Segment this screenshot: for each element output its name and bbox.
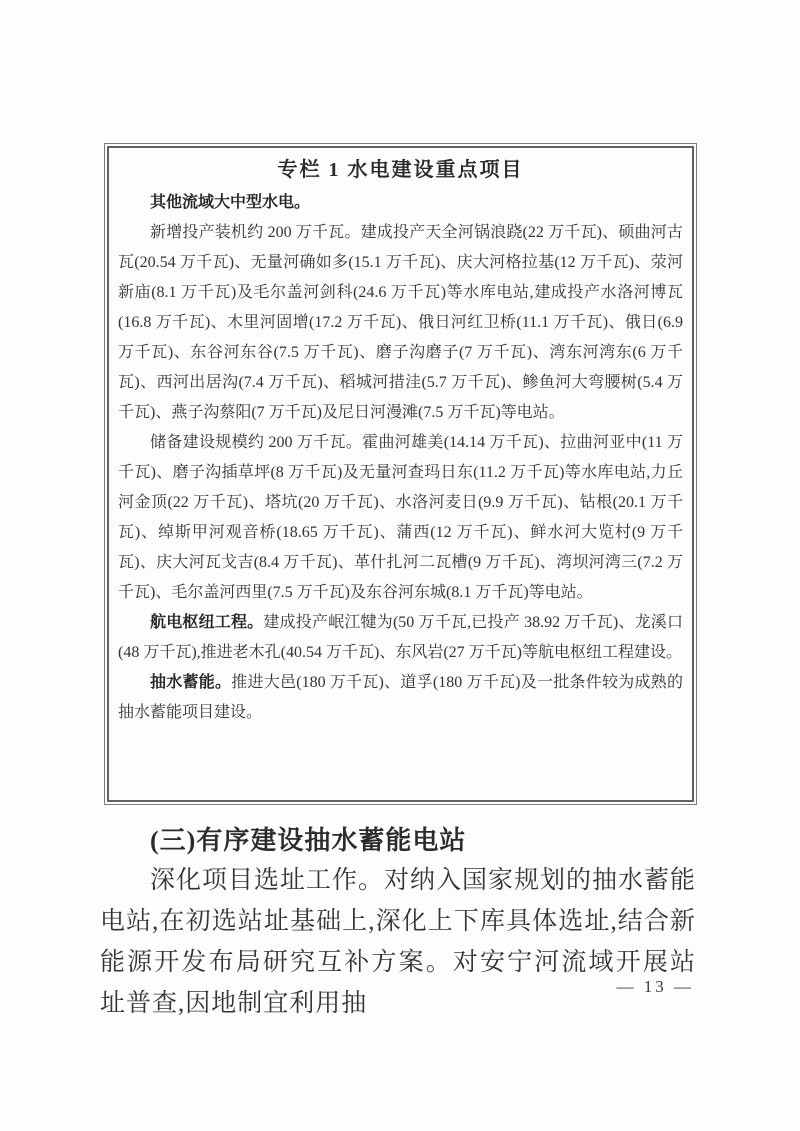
highlight-box [104,143,697,805]
box-paragraph-text: 推进大邑(180 万千瓦)、道孚(180 万千瓦)及一批条件较为成熟的抽水蓄能项目建设。 [118,674,683,721]
box-paragraph-lead: 抽水蓄能。 [150,674,232,691]
section-paragraph: 深化项目选址工作。对纳入国家规划的抽水蓄能电站,在初选站址基础上,深化上下库具体选址,结合新能源开发布局研究互补方案。对安宁河流域开展站址普查,因地制宜利用抽 [100,867,697,1017]
box-paragraph [118,608,683,668]
box-paragraph-lead: 航电枢纽工程。 [150,614,264,631]
box-paragraph [118,188,683,218]
section-heading: (三)有序建设抽水蓄能电站 [150,826,467,855]
page-number: — 13 — [616,977,694,996]
box-paragraph [118,218,683,428]
box-paragraph-text: 新增投产装机约 200 万千瓦。建成投产天全河锅浪跷(22 万千瓦)、硕曲河古瓦(20.54 万千瓦)、无量河确如多(15.1 万千瓦)、庆大河格拉基(12 万千瓦)、荥河新庙(8.1 万千瓦)及毛尔盖河剑科(24.6 万千瓦)等水库电站,建成投产水洛河博瓦(16.8 万千瓦)、木里河固增(17.2 万千瓦)、俄日河红卫桥(11.1 万千瓦)、俄日(6.9 万千瓦)、东谷河东谷(7.5 万千瓦)、磨子沟磨子(7 万千瓦)、湾东河湾东(6 万千瓦)、西河出居沟(7.4 万千瓦)、稻城河措洼(5.7 万千瓦)、鲹鱼河大弯腰树(5.4 万千瓦)、燕子沟蔡阳(7 万千瓦)及尼日河漫滩(7.5 万千瓦)等电站。 [118,224,683,421]
box-paragraph-text: 储备建设规模约 200 万千瓦。霍曲河雄美(14.14 万千瓦)、拉曲河亚中(11 万千瓦)、磨子沟插草坪(8 万千瓦)及无量河查玛日东(11.2 万千瓦)等水库电站,力丘河金顶(22 万千瓦)、塔坑(20 万千瓦)、水洛河麦日(9.9 万千瓦)、钻根(20.1 万千瓦)、绰斯甲河观音桥(18.65 万千瓦)、蒲西(12 万千瓦)、鲜水河大览村(9 万千瓦)、庆大河瓦戈吉(8.4 万千瓦)、革什扎河二瓦槽(9 万千瓦)、湾坝河湾三(7.2 万千瓦)、毛尔盖河西里(7.5 万千瓦)及东谷河东城(8.1 万千瓦)等电站。 [118,434,683,601]
box-paragraph [118,668,683,728]
box-paragraph-text: 建成投产岷江犍为(50 万千瓦,已投产 38.92 万千瓦)、龙溪口(48 万千瓦),推进老木孔(40.54 万千瓦)、东风岩(27 万千瓦)等航电枢纽工程建设。 [118,614,683,661]
box-title: 专栏 1 水电建设重点项目 [277,159,524,181]
box-paragraph-lead: 其他流域大中型水电。 [150,194,311,211]
highlight-box-inner [107,146,694,802]
box-paragraph [118,428,683,608]
